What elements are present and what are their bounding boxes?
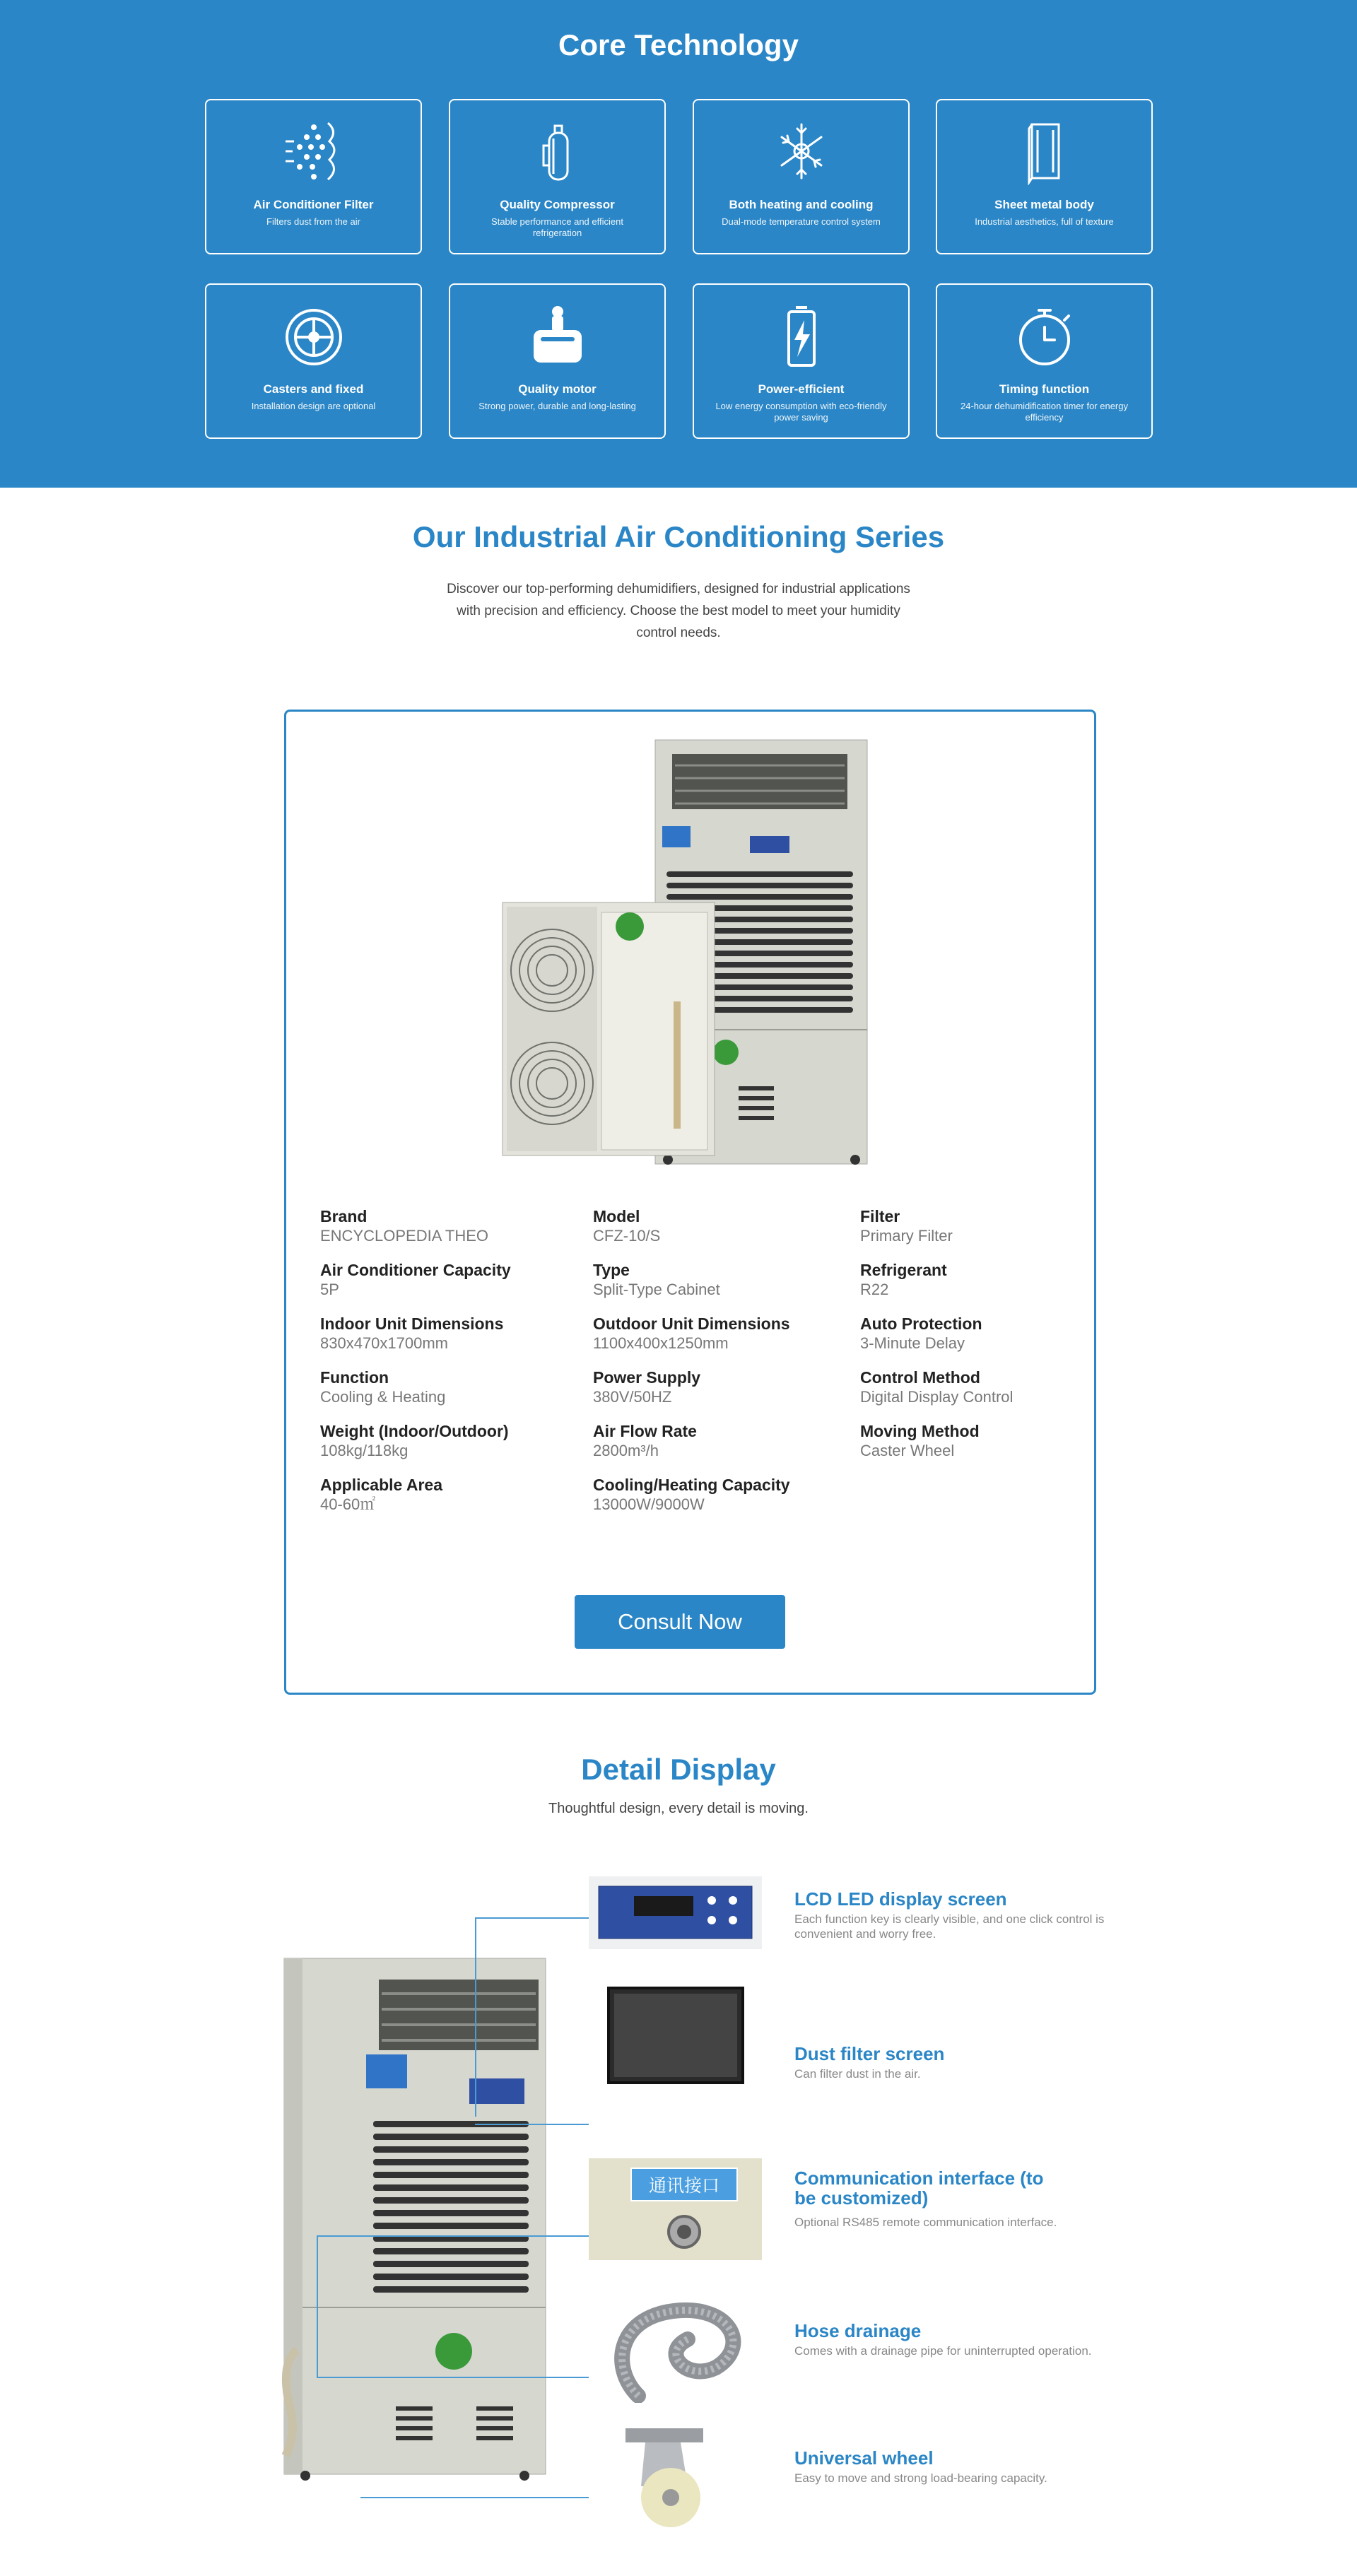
tile-sheet-metal (936, 99, 1153, 254)
spec-type: Type Split-Type Cabinet (593, 1261, 720, 1298)
tile-title: Timing function (999, 382, 1090, 396)
tile-title: Sheet metal body (994, 198, 1094, 211)
feature-title-hose: Hose drainage (794, 2320, 922, 2341)
spec-filter: Filter Primary Filter (860, 1207, 953, 1245)
lcd-display-thumbnail (589, 1876, 762, 1949)
feature-desc-dust-filter: Can filter dust in the air. (794, 2067, 921, 2081)
connector-line (317, 2377, 589, 2378)
series-description: Discover our top-performing dehumidifiers, designed for industrial applications with precision and efficiency. Choose the best model to meet your humidity control needs. (447, 582, 910, 640)
connector-line (317, 2235, 318, 2377)
tile-casters (205, 283, 422, 439)
tile-title: Quality motor (518, 382, 597, 396)
detail-title: Detail Display (581, 1753, 776, 1786)
feature-desc-communication: Optional RS485 remote communication interface. (794, 2216, 1057, 2229)
tile-compressor (449, 99, 666, 254)
tile-desc: Low energy consumption with eco-friendly power saving (715, 401, 887, 423)
spec-applicable-area: Applicable Area 40-60㎡ (320, 1476, 442, 1513)
tile-desc: Installation design are optional (251, 401, 376, 411)
tile-desc: Industrial aesthetics, full of texture (975, 216, 1114, 227)
sheet-metal-icon (1009, 117, 1080, 185)
tile-desc: 24-hour dehumidification timer for energy efficiency (960, 401, 1128, 423)
tile-title: Casters and fixed (263, 382, 364, 396)
tile-desc: Dual-mode temperature control system (722, 216, 881, 227)
spec-model: Model CFZ-10/S (593, 1207, 661, 1245)
hose-drainage-thumbnail (589, 2290, 762, 2403)
spec-cooling-heating: Cooling/Heating Capacity 13000W/9000W (593, 1476, 790, 1513)
connector-line (475, 1917, 476, 2117)
caster-wheel-icon (278, 302, 349, 370)
spec-function: Function Cooling & Heating (320, 1368, 446, 1406)
heat-cool-icon (766, 117, 837, 185)
feature-desc-wheel: Easy to move and strong load-bearing capacity. (794, 2471, 1047, 2485)
spec-power-supply: Power Supply 380V/50HZ (593, 1368, 701, 1406)
battery-bolt-icon (766, 302, 837, 370)
tile-title: Air Conditioner Filter (253, 198, 374, 211)
product-photo (498, 733, 873, 1171)
tile-desc: Strong power, durable and long-lasting (478, 401, 636, 411)
feature-desc-lcd: Each function key is clearly visible, and one click control is convenient and worry free. (794, 1912, 1105, 1941)
stopwatch-icon (1009, 302, 1080, 370)
core-technology-section (0, 0, 1357, 488)
core-technology-title: Core Technology (558, 28, 799, 61)
connector-line (360, 2497, 589, 2498)
spec-indoor-dimensions: Indoor Unit Dimensions 830x470x1700mm (320, 1315, 504, 1352)
spec-weight: Weight (Indoor/Outdoor) 108kg/118kg (320, 1422, 509, 1459)
tile-desc: Filters dust from the air (266, 216, 360, 227)
feature-title-communication: Communication interface (to be customized) (794, 2168, 1044, 2209)
connector-line (475, 2124, 589, 2125)
dehumidifier-unit-image (277, 1954, 549, 2481)
tile-motor (449, 283, 666, 439)
spec-air-flow: Air Flow Rate 2800m³/h (593, 1422, 697, 1459)
compressor-icon (522, 117, 593, 185)
product-card (284, 710, 1096, 1695)
tile-title: Power-efficient (758, 382, 845, 396)
tile-air-filter (205, 99, 422, 254)
spec-outdoor-dimensions: Outdoor Unit Dimensions 1100x400x1250mm (593, 1315, 790, 1352)
spec-control-method: Control Method Digital Display Control (860, 1368, 1014, 1406)
spec-capacity: Air Conditioner Capacity 5P (320, 1261, 511, 1298)
communication-interface-label: 通讯接口 (648, 2176, 719, 2196)
feature-title-lcd: LCD LED display screen (794, 1888, 1007, 1910)
spec-moving-method: Moving Method Caster Wheel (860, 1422, 980, 1459)
spec-brand: Brand ENCYCLOPEDIA THEO (320, 1207, 488, 1245)
tile-title: Both heating and cooling (729, 198, 874, 211)
spec-auto-protection: Auto Protection 3-Minute Delay (860, 1315, 982, 1352)
tile-timing (936, 283, 1153, 439)
universal-wheel-thumbnail (589, 2424, 762, 2530)
consult-now-button[interactable]: Consult Now (575, 1595, 785, 1649)
spec-refrigerant: Refrigerant R22 (860, 1261, 947, 1298)
motor-icon (522, 302, 593, 370)
series-title: Our Industrial Air Conditioning Series (412, 520, 945, 553)
detail-subtitle: Thoughtful design, every detail is moving. (548, 1801, 809, 1816)
tile-desc: Stable performance and efficient refrigeration (491, 216, 623, 238)
feature-desc-hose: Comes with a drainage pipe for uninterrupted operation. (794, 2344, 1092, 2358)
feature-title-dust-filter: Dust filter screen (794, 2043, 945, 2064)
tile-power-efficient (693, 283, 910, 439)
dust-filter-thumbnail (589, 1982, 762, 2088)
connector-line (475, 1917, 589, 1919)
feature-title-wheel: Universal wheel (794, 2447, 934, 2469)
tile-title: Quality Compressor (500, 198, 615, 211)
tile-heat-cool (693, 99, 910, 254)
air-filter-icon (278, 117, 349, 185)
connector-line (317, 2235, 589, 2237)
